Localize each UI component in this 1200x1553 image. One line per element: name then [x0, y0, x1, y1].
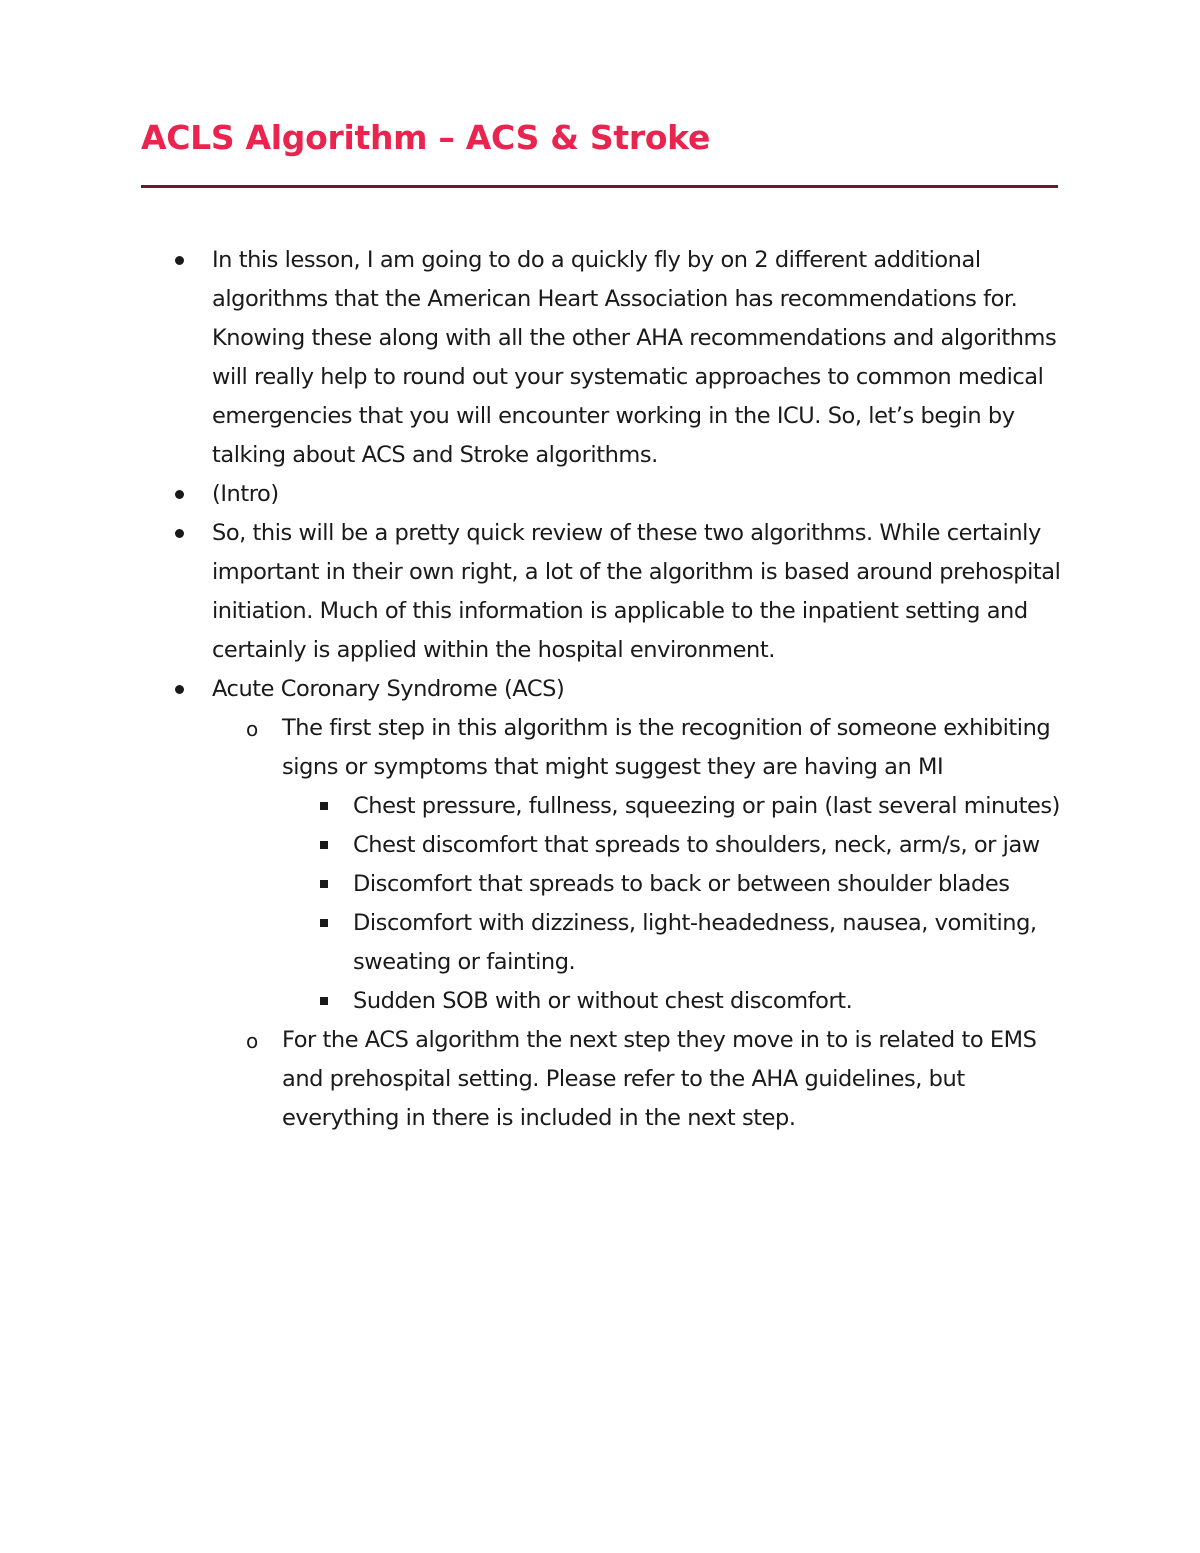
sub-list-item-text: For the ACS algorithm the next step they move in to is related to EMS and prehospital setting. Please refer to the AHA guidelines, but everything in there is included in the next step.: [282, 1027, 1037, 1131]
bullet-square-icon: [320, 919, 328, 927]
title-divider: [141, 185, 1058, 188]
list-item: [0, 241, 1062, 475]
sub-sub-list-item-text: Discomfort with dizziness, light-headedness, nausea, vomiting, sweating or fainting.: [353, 910, 1037, 975]
document-title: ACLS Algorithm – ACS & Stroke: [141, 118, 711, 157]
sub-sub-list-item-text: Chest discomfort that spreads to shoulders, neck, arm/s, or jaw: [353, 832, 1040, 858]
list-item-text: (Intro): [212, 481, 279, 507]
bullet-dot-icon: [175, 685, 184, 694]
bullet-dot-icon: [175, 256, 184, 265]
bullet-circle-icon: o: [246, 1029, 258, 1053]
sub-list-item-text: The first step in this algorithm is the recognition of someone exhibiting signs or symptoms that might suggest they are having an MI: [282, 715, 1051, 780]
sub-sub-list-item-text: Chest pressure, fullness, squeezing or pain (last several minutes): [353, 793, 1060, 819]
sub-list-item: [0, 709, 1062, 787]
bullet-square-icon: [320, 841, 328, 849]
sub-sub-list-item-text: Discomfort that spreads to back or between shoulder blades: [353, 871, 1010, 897]
sub-sub-list-item: [0, 865, 1062, 904]
sub-sub-list-item: [0, 787, 1062, 826]
sub-sub-list-item: [0, 826, 1062, 865]
bullet-square-icon: [320, 880, 328, 888]
sub-sub-list-item: [0, 904, 1062, 982]
list-item: [0, 475, 1062, 514]
list-item: [0, 514, 1062, 670]
bullet-square-icon: [320, 802, 328, 810]
document-body: [0, 241, 1200, 1138]
bullet-dot-icon: [175, 490, 184, 499]
list-item-text: Acute Coronary Syndrome (ACS): [212, 676, 565, 702]
list-item: [0, 670, 1062, 709]
sub-sub-list-item-text: Sudden SOB with or without chest discomfort.: [353, 988, 853, 1014]
list-item-text: In this lesson, I am going to do a quickly fly by on 2 different additional algorithms that the American Heart Association has recommendations for. Knowing these along with all the other AHA recommendations and algorithms will really help to round out your systematic approaches to common medical emergencies that you will encounter working in the ICU. So, let’s begin by talking about ACS and Stroke algorithms.: [212, 247, 1057, 468]
bullet-dot-icon: [175, 529, 184, 538]
list-item-text: So, this will be a pretty quick review of these two algorithms. While certainly important in their own right, a lot of the algorithm is based around prehospital initiation. Much of this information is applicable to the inpatient setting and certainly is applied within the hospital environment.: [212, 520, 1061, 663]
sub-list-item: [0, 1021, 1062, 1138]
sub-sub-list-item: [0, 982, 1062, 1021]
bullet-circle-icon: o: [246, 717, 258, 741]
bullet-square-icon: [320, 997, 328, 1005]
